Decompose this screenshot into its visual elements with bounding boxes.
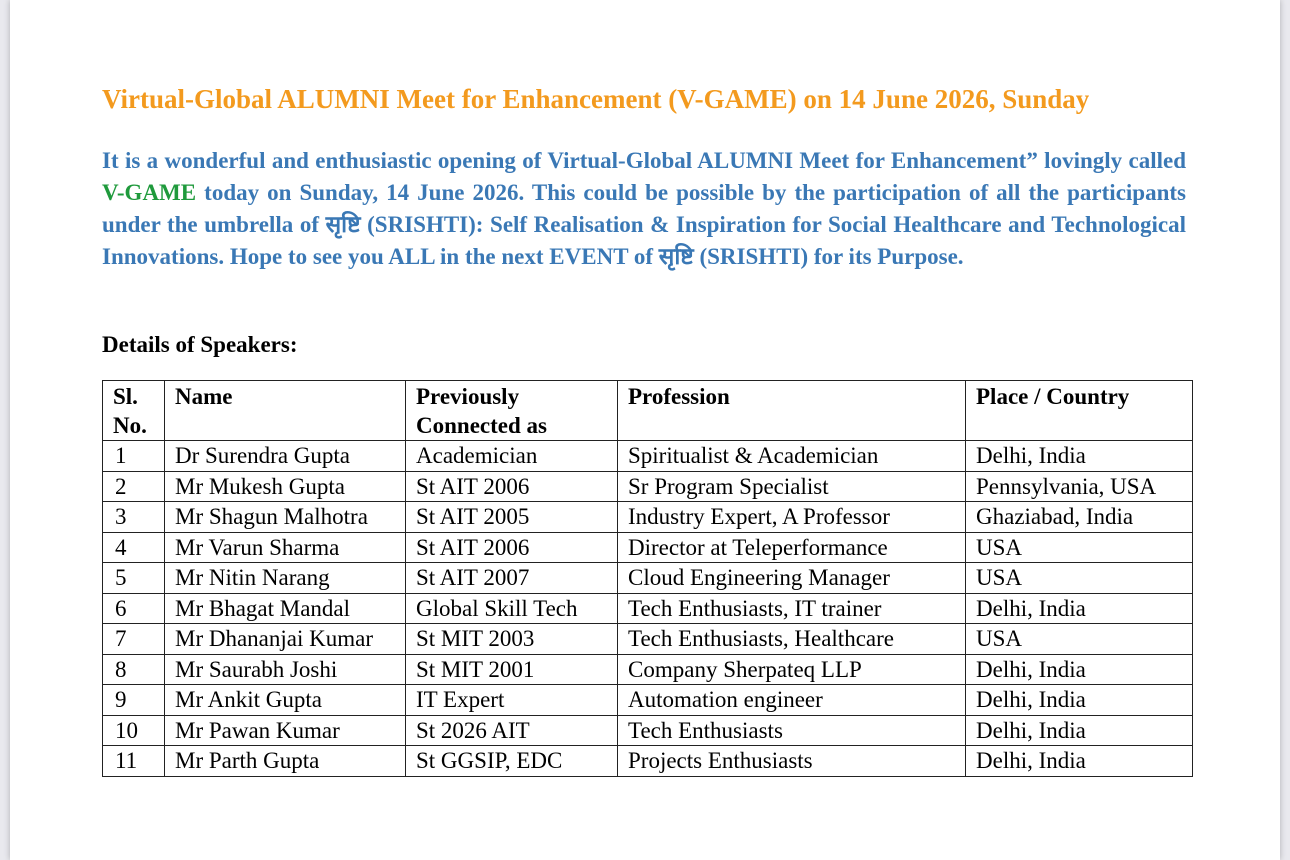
header-sl-no: Sl. No. [103, 381, 165, 441]
cell-place-country: Delhi, India [966, 441, 1193, 472]
cell-previously-connected-as: St GGSIP, EDC [406, 746, 618, 777]
cell-profession: Projects Enthusiasts [618, 746, 966, 777]
intro-text-part-2: today on Sunday, 14 June 2026. This could be possible by the participation of all the participants under the umbrella of सृष्टि (SRISHTI): Self Realisation & Inspiration for Social Healthcare and Technological Innovations. Hope to see you ALL in the next EVENT of सृष्टि (SRISHTI) for its Purpose. [102, 180, 1186, 269]
cell-profession: Sr Program Specialist [618, 471, 966, 502]
cell-place-country: USA [966, 624, 1193, 655]
cell-profession: Tech Enthusiasts, IT trainer [618, 593, 966, 624]
speakers-heading: Details of Speakers: [102, 332, 298, 357]
cell-profession: Cloud Engineering Manager [618, 563, 966, 594]
cell-name: Mr Dhananjai Kumar [165, 624, 406, 655]
header-profession: Profession [618, 381, 966, 441]
table-row [103, 715, 1193, 746]
cell-previously-connected-as: St AIT 2007 [406, 563, 618, 594]
table-row [103, 593, 1193, 624]
table-row [103, 502, 1193, 533]
cell-previously-connected-as: St MIT 2001 [406, 654, 618, 685]
table-row [103, 441, 1193, 472]
cell-name: Mr Saurabh Joshi [165, 654, 406, 685]
cell-profession: Industry Expert, A Professor [618, 502, 966, 533]
cell-sl-no: 8 [103, 654, 165, 685]
table-row [103, 685, 1193, 716]
intro-paragraph [102, 145, 1186, 273]
cell-place-country: USA [966, 532, 1193, 563]
cell-sl-no: 5 [103, 563, 165, 594]
cell-previously-connected-as: St AIT 2006 [406, 471, 618, 502]
cell-name: Mr Bhagat Mandal [165, 593, 406, 624]
cell-previously-connected-as: IT Expert [406, 685, 618, 716]
cell-sl-no: 9 [103, 685, 165, 716]
cell-name: Mr Ankit Gupta [165, 685, 406, 716]
intro-highlight-vgame: V-GAME [102, 180, 197, 205]
table-row [103, 624, 1193, 655]
cell-name: Dr Surendra Gupta [165, 441, 406, 472]
cell-profession: Director at Teleperformance [618, 532, 966, 563]
cell-place-country: Delhi, India [966, 746, 1193, 777]
cell-previously-connected-as: St AIT 2005 [406, 502, 618, 533]
cell-previously-connected-as: St MIT 2003 [406, 624, 618, 655]
cell-profession: Tech Enthusiasts, Healthcare [618, 624, 966, 655]
speakers-table [102, 380, 1193, 777]
intro-text-part-1: It is a wonderful and enthusiastic opening of Virtual-Global ALUMNI Meet for Enhancement” lovingly called [102, 148, 1186, 173]
cell-sl-no: 1 [103, 441, 165, 472]
header-previously-connected-as: Previously Connected as [406, 381, 618, 441]
cell-name: Mr Shagun Malhotra [165, 502, 406, 533]
table-header-row [103, 381, 1193, 441]
cell-place-country: USA [966, 563, 1193, 594]
cell-place-country: Delhi, India [966, 685, 1193, 716]
cell-profession: Spiritualist & Academician [618, 441, 966, 472]
cell-sl-no: 10 [103, 715, 165, 746]
cell-sl-no: 6 [103, 593, 165, 624]
cell-sl-no: 7 [103, 624, 165, 655]
table-row [103, 563, 1193, 594]
cell-name: Mr Parth Gupta [165, 746, 406, 777]
cell-place-country: Pennsylvania, USA [966, 471, 1193, 502]
cell-place-country: Delhi, India [966, 593, 1193, 624]
cell-previously-connected-as: St AIT 2006 [406, 532, 618, 563]
table-row [103, 746, 1193, 777]
document-page [10, 0, 1280, 860]
cell-sl-no: 11 [103, 746, 165, 777]
cell-place-country: Delhi, India [966, 654, 1193, 685]
table-row [103, 654, 1193, 685]
cell-previously-connected-as: Academician [406, 441, 618, 472]
cell-name: Mr Varun Sharma [165, 532, 406, 563]
cell-previously-connected-as: St 2026 AIT [406, 715, 618, 746]
table-row [103, 471, 1193, 502]
cell-profession: Tech Enthusiasts [618, 715, 966, 746]
speakers-table-body [103, 441, 1193, 777]
cell-place-country: Delhi, India [966, 715, 1193, 746]
cell-name: Mr Pawan Kumar [165, 715, 406, 746]
cell-sl-no: 2 [103, 471, 165, 502]
table-row [103, 532, 1193, 563]
header-name: Name [165, 381, 406, 441]
cell-place-country: Ghaziabad, India [966, 502, 1193, 533]
cell-profession: Company Sherpateq LLP [618, 654, 966, 685]
cell-previously-connected-as: Global Skill Tech [406, 593, 618, 624]
cell-name: Mr Mukesh Gupta [165, 471, 406, 502]
cell-name: Mr Nitin Narang [165, 563, 406, 594]
cell-profession: Automation engineer [618, 685, 966, 716]
cell-sl-no: 4 [103, 532, 165, 563]
event-title: Virtual-Global ALUMNI Meet for Enhancement (V-GAME) on 14 June 2026, Sunday [102, 84, 1090, 114]
header-place-country: Place / Country [966, 381, 1193, 441]
cell-sl-no: 3 [103, 502, 165, 533]
